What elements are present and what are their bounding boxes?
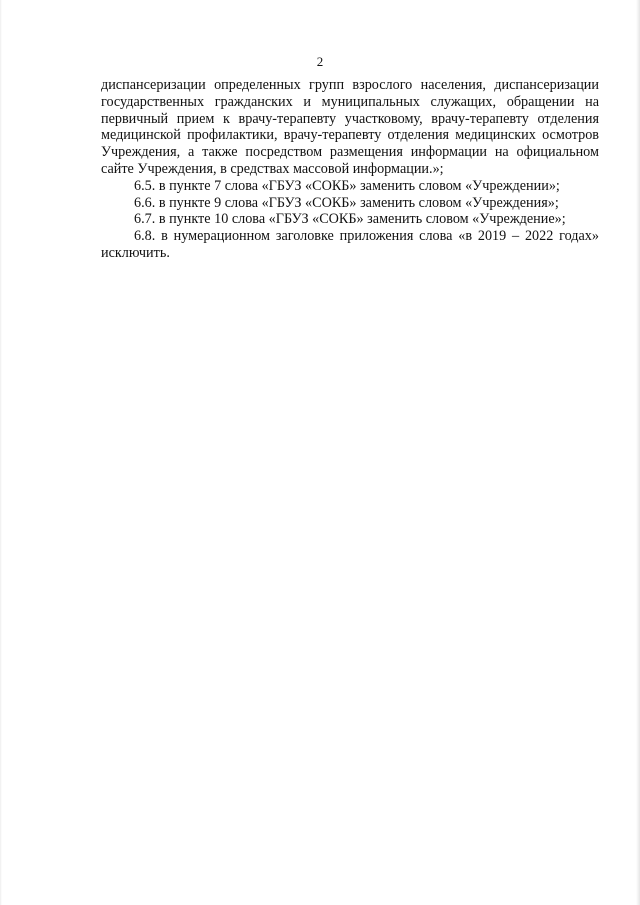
document-body <box>101 77 599 262</box>
paragraph-item-6-8: 6.8. в нумерационном заголовке приложения слова «в 2019 – 2022 годах» исключить. <box>101 228 599 261</box>
page-right-edge <box>636 0 640 905</box>
paragraph-continuation: диспансеризации определенных групп взрослого населения, диспансеризации государственных гражданских и муниципальных служащих, обращении на первичный прием к врачу-терапевту участковому, врачу-терапевту отделения медицинской профилактики, врачу-терапевту отделения медицинских осмотров Учреждения, а также посредством размещения информации на официальном сайте Учреждения, в средствах массовой информации.»; <box>101 77 599 177</box>
page-left-edge <box>0 0 2 905</box>
paragraph-item-6-5: 6.5. в пункте 7 слова «ГБУЗ «СОКБ» заменить словом «Учреждении»; <box>134 177 560 194</box>
paragraph-item-6-7: 6.7. в пункте 10 слова «ГБУЗ «СОКБ» заменить словом «Учреждение»; <box>134 211 566 228</box>
page-number: 2 <box>316 54 324 69</box>
paragraph-item-6-6: 6.6. в пункте 9 слова «ГБУЗ «СОКБ» заменить словом «Учреждения»; <box>134 194 559 211</box>
